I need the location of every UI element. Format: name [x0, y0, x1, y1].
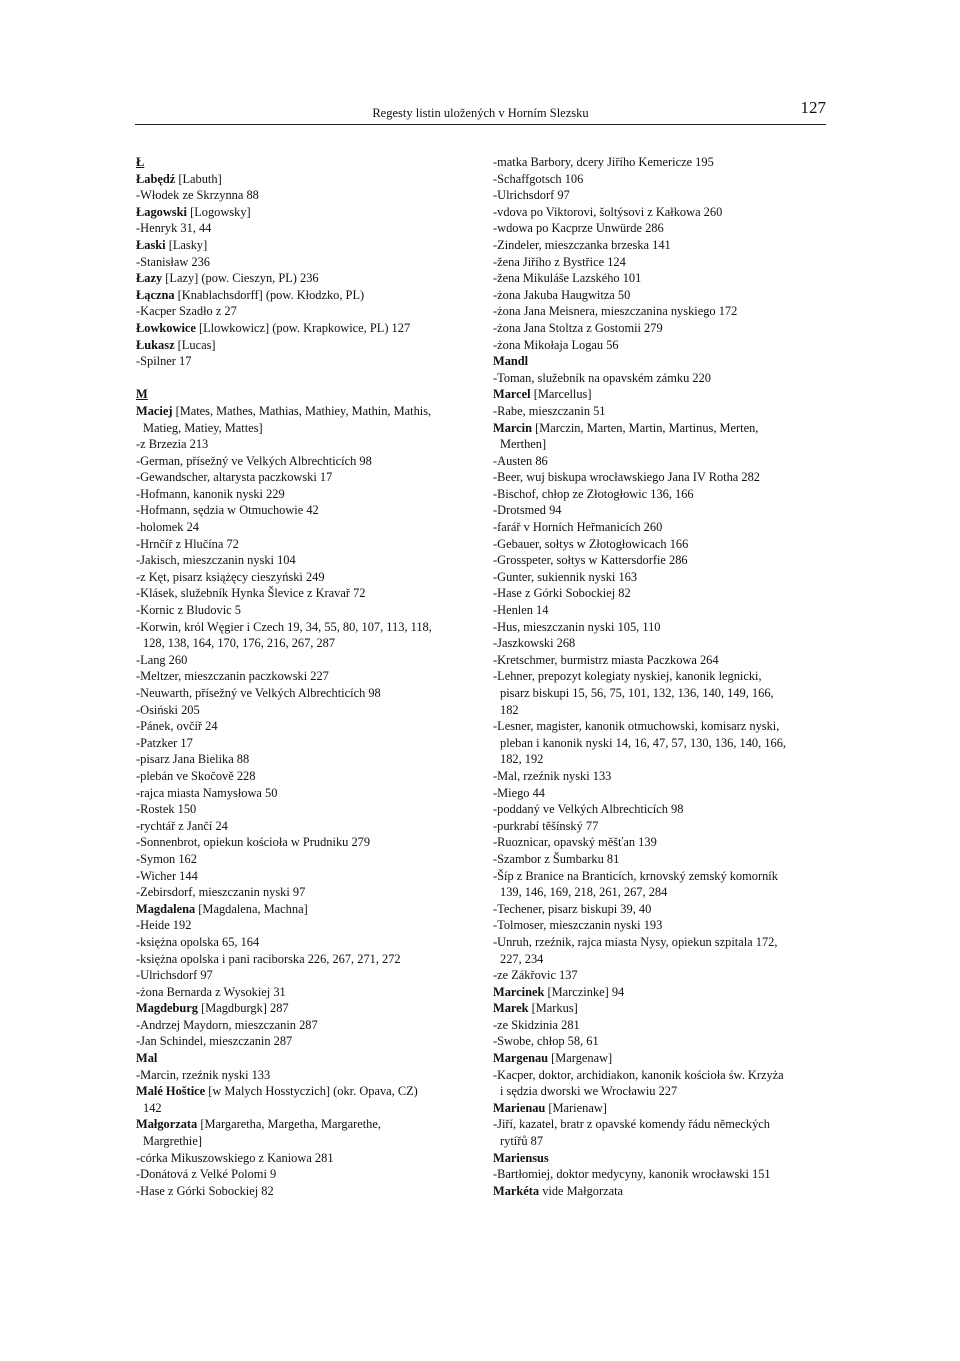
index-subentry: -Šíp z Branice na Branticích, krnovský zemský komorník: [493, 868, 778, 883]
headword-detail: [Magdalena, Machna]: [195, 901, 308, 916]
headword: Łazy: [136, 271, 163, 286]
index-subentry: -Neuwarth, přísežný ve Velkých Albrechticích 98: [136, 686, 381, 700]
index-headword-entry: [136, 270, 476, 287]
headword: Mandl: [493, 354, 529, 369]
headword: Margenau: [493, 1051, 549, 1066]
headword-detail: [Magdburgk] 287: [197, 1001, 289, 1016]
index-subentry: -Andrzej Maydorn, mieszczanin 287: [136, 1017, 318, 1032]
index-subentry: -Lesner, magister, kanonik otmuchowski, komisarz nyski,: [493, 719, 780, 734]
index-headword-entry: [136, 1050, 476, 1067]
index-subentry: -Hus, mieszczanin nyski 105, 110: [493, 619, 661, 634]
index-subentry: -Gunter, sukiennik nyski 163: [493, 569, 638, 584]
index-subentry: -Swobe, chłop 58, 61: [493, 1034, 599, 1049]
index-subentry: -Henryk 31, 44: [136, 221, 212, 236]
index-subentry: -purkrabí těšínský 77: [493, 818, 599, 833]
index-subentry: -pisarz Jana Bielika 88: [136, 752, 250, 767]
index-subentry: -Meltzer, mieszczanin paczkowski 227: [136, 669, 329, 684]
index-subentry: -Mal, rzeźnik nyski 133: [493, 768, 612, 783]
headword: Magdalena: [136, 901, 196, 916]
section-letter-text: Ł: [136, 155, 145, 169]
index-column-left: [136, 154, 476, 1199]
index-subentry: -German, přísežný ve Velkých Albrechticích 98: [136, 453, 372, 468]
index-subentry: -ze Skidzinia 281: [493, 1017, 580, 1032]
index-continuation-line: Merthen]: [500, 437, 547, 452]
index-subentry: -Korwin, król Węgier i Czech 19, 34, 55, 80, 107, 113, 118,: [136, 619, 432, 634]
headword: Łaski: [136, 237, 166, 252]
index-subentry: -Hase z Górki Sobockiej 82: [493, 586, 631, 601]
index-headword-entry: [136, 403, 476, 420]
index-continuation-line: Margrethie]: [143, 1134, 202, 1149]
index-subentry: -Hase z Górki Sobockiej 82: [136, 1183, 274, 1198]
index-headword-entry: [493, 1100, 828, 1117]
index-headword-entry: [136, 1000, 476, 1017]
headword-detail: [Lazy] (pow. Cieszyn, PL) 236: [162, 271, 319, 286]
index-subentry: -žena Jiřího z Bystřice 124: [493, 254, 626, 269]
index-subentry: -poddaný ve Velkých Albrechticích 98: [493, 802, 684, 817]
index-continuation-line: pisarz biskupi 15, 56, 75, 101, 132, 136, 140, 149, 166,: [500, 686, 774, 700]
index-continuation-line: 139, 146, 169, 218, 261, 267, 284: [500, 885, 668, 900]
index-continuation-line: pleban i kanonik nyski 14, 16, 47, 57, 130, 136, 140, 166,: [500, 735, 787, 750]
index-subentry: -żona Jana Meisnera, mieszczanina nyskiego 172: [493, 304, 738, 319]
index-headword-entry: [136, 171, 476, 188]
index-headword-entry: [493, 386, 828, 403]
index-subentry: -Techener, pisarz biskupi 39, 40: [493, 901, 652, 916]
index-headword-entry: [136, 320, 476, 337]
index-subentry: -Spilner 17: [136, 354, 192, 369]
headword-detail: [Marienaw]: [545, 1100, 607, 1115]
index-subentry: -Donátová z Velké Polomi 9: [136, 1167, 277, 1182]
index-headword-entry: [493, 1150, 828, 1167]
headword-detail: [Margenaw]: [548, 1051, 613, 1066]
index-subentry: -księżna opolska 65, 164: [136, 934, 260, 949]
index-subentry: -Jiří, kazatel, bratr z opavské komendy řádu německých: [493, 1117, 770, 1132]
headword-detail: [Knablachsdorff] (pow. Kłodzko, PL): [174, 287, 365, 302]
section-letter-text: M: [136, 387, 148, 402]
index-subentry: -Zindeler, mieszczanka brzeska 141: [493, 237, 671, 252]
index-subentry: -Miego 44: [493, 785, 545, 800]
index-subentry: -Szambor z Šumbarku 81: [493, 851, 620, 866]
index-subentry: -Bartłomiej, doktor medycyny, kanonik wrocławski 151: [493, 1167, 771, 1182]
headword: Markéta: [493, 1183, 540, 1198]
headword: Marcinek: [493, 984, 545, 999]
index-subentry: -vdova po Viktorovi, šoltýsovi z Kałkowa 260: [493, 204, 723, 219]
index-subentry: -Zebirsdorf, mieszczanin nyski 97: [136, 885, 306, 900]
index-headword-entry: [493, 984, 828, 1001]
index-subentry: -Kretschmer, burmistrz miasta Paczkowa 264: [493, 652, 719, 667]
index-subentry: -z Brzezia 213: [136, 437, 209, 452]
headword: Łączna: [136, 287, 175, 302]
headword: Łowkowice: [136, 320, 196, 335]
index-headword-entry: [493, 420, 828, 437]
index-headword-entry: [136, 287, 476, 304]
section-letter: [136, 154, 476, 171]
headword: Marek: [493, 1001, 529, 1016]
index-headword-entry: [493, 353, 828, 370]
headword: Malé Hoštice: [136, 1084, 206, 1099]
index-subentry: -Bischof, chłop ze Złotogłowic 136, 166: [493, 486, 694, 501]
index-continuation-line: rytířů 87: [500, 1134, 544, 1149]
headword-detail: [Labuth]: [175, 171, 222, 186]
running-title: Regesty listin uložených v Horním Slezsku: [372, 106, 589, 120]
headword: Marcel: [493, 387, 531, 402]
index-subentry: -żona Jakuba Haugwitza 50: [493, 287, 631, 302]
headword: Mal: [136, 1051, 158, 1066]
index-headword-entry: [136, 901, 476, 918]
index-subentry: -księżna opolska i pani raciborska 226, 267, 271, 272: [136, 951, 401, 966]
index-subentry: -Stanisław 236: [136, 254, 210, 269]
index-subentry: -Hofmann, kanonik nyski 229: [136, 486, 285, 501]
index-continuation-line: i sędzia dworski we Wrocławiu 227: [500, 1084, 678, 1099]
headword-detail: [Markus]: [528, 1001, 578, 1016]
index-subentry: -Lang 260: [136, 652, 188, 667]
index-subentry: -Kacper, doktor, archidiakon, kanonik kościoła św. Krzyża: [493, 1067, 784, 1082]
page-number: 127: [800, 98, 826, 117]
headword: Mariensus: [493, 1150, 549, 1165]
page-header: [135, 96, 826, 125]
index-subentry: -Kacper Szadło z 27: [136, 304, 237, 319]
index-subentry: -Wicher 144: [136, 868, 198, 883]
index-subentry: -Unruh, rzeźnik, rajca miasta Nysy, opiekun szpitala 172,: [493, 934, 778, 949]
index-headword-entry: [136, 1116, 476, 1133]
headword: Marienau: [493, 1100, 546, 1115]
index-subentry: -Jaszkowski 268: [493, 636, 576, 651]
index-subentry: -Ulrichsdorf 97: [493, 188, 570, 203]
index-subentry: -Rabe, mieszczanin 51: [493, 403, 606, 418]
index-subentry: -Grosspeter, sołtys w Kattersdorfie 286: [493, 553, 688, 568]
index-headword-entry: [493, 1050, 828, 1067]
headword: Magdeburg: [136, 1001, 198, 1016]
index-subentry: -žena Mikuláše Lazského 101: [493, 271, 642, 286]
index-subentry: -Symon 162: [136, 851, 197, 866]
index-continuation-line: 142: [143, 1100, 162, 1115]
index-headword-entry: [136, 337, 476, 354]
index-continuation-line: 182: [500, 702, 519, 717]
headword-detail: [Logowsky]: [186, 204, 251, 219]
index-subentry: -Drotsmed 94: [493, 503, 562, 518]
index-subentry: -żona Mikołaja Logau 56: [493, 337, 619, 352]
headword-detail: [Marczinke] 94: [544, 984, 625, 999]
index-subentry: -Kornic z Bludovic 5: [136, 603, 241, 618]
index-subentry: -matka Barbory, dcery Jiřího Kemericze 195: [493, 155, 714, 169]
headword-detail: [w Malych Hosstyczich] (okr. Opava, CZ): [205, 1084, 418, 1099]
index-continuation-line: 182, 192: [500, 752, 544, 767]
index-subentry: -Włodek ze Skrzynna 88: [136, 188, 259, 203]
index-subentry: -z Kęt, pisarz książęcy cieszyński 249: [136, 569, 325, 584]
index-subentry: -Pánek, ovčíř 24: [136, 719, 218, 734]
index-continuation-line: 128, 138, 164, 170, 176, 216, 267, 287: [143, 636, 336, 651]
index-subentry: -Marcin, rzeźnik nyski 133: [136, 1067, 271, 1082]
index-subentry: -holomek 24: [136, 520, 199, 535]
headword-detail: [Lasky]: [165, 237, 208, 252]
index-subentry: -wdowa po Kacprze Unwürde 286: [493, 221, 664, 236]
index-subentry: -plebán ve Skočově 228: [136, 768, 256, 783]
index-subentry: -Henlen 14: [493, 603, 549, 618]
headword: Maciej: [136, 403, 173, 418]
index-column-right: [493, 154, 828, 1199]
index-subentry: -Beer, wuj biskupa wrocławskiego Jana IV Rotha 282: [493, 470, 760, 485]
index-subentry: -rajca miasta Namysłowa 50: [136, 785, 278, 800]
headword: Łukasz: [136, 337, 175, 352]
headword-detail: [Marczin, Marten, Martin, Martinus, Merten,: [532, 420, 759, 435]
index-subentry: -Heide 192: [136, 918, 192, 933]
section-gap: [136, 370, 476, 387]
index-subentry: -Rostek 150: [136, 802, 197, 817]
headword-detail: [Margaretha, Margetha, Margarethe,: [197, 1117, 381, 1132]
index-subentry: -żona Jana Stoltza z Gostomii 279: [493, 320, 663, 335]
index-headword-entry: [136, 204, 476, 221]
index-subentry: -Ulrichsdorf 97: [136, 968, 213, 983]
index-subentry: -Lehner, prepozyt kolegiaty nyskiej, kanonik legnicki,: [493, 669, 762, 684]
headword: Małgorzata: [136, 1117, 198, 1132]
index-headword-entry: [493, 1183, 828, 1200]
headword: Łagowski: [136, 204, 187, 219]
index-headword-entry: [136, 1083, 476, 1100]
index-subentry: -rychtář z Jančí 24: [136, 818, 228, 833]
index-subentry: -Klásek, služebník Hynka Šlevice z Kravař 72: [136, 586, 366, 601]
headword-detail: [Lucas]: [174, 337, 216, 352]
index-subentry: -Jan Schindel, mieszczanin 287: [136, 1034, 293, 1049]
section-letter: [136, 386, 476, 403]
index-subentry: -Sonnenbrot, opiekun kościoła w Prudniku 279: [136, 835, 371, 850]
index-subentry: -Osiński 205: [136, 702, 200, 717]
headword-detail: [Mates, Mathes, Mathias, Mathiey, Mathin, Mathis,: [172, 403, 432, 418]
index-subentry: -żona Bernarda z Wysokiej 31: [136, 984, 286, 999]
index-subentry: -farář v Horních Heřmanicích 260: [493, 520, 663, 535]
index-subentry: -Austen 86: [493, 453, 548, 468]
headword-detail: [Marcellus]: [530, 387, 592, 402]
index-subentry: -Hrnčíř z Hlučína 72: [136, 536, 239, 551]
headword-detail: vide Małgorzata: [539, 1183, 624, 1198]
headword-detail: [Llowkowicz] (pow. Krapkowice, PL) 127: [195, 320, 411, 335]
index-subentry: -Patzker 17: [136, 735, 193, 750]
index-subentry: -Jakisch, mieszczanin nyski 104: [136, 553, 296, 568]
index-continuation-line: 227, 234: [500, 951, 544, 966]
index-subentry: -Gewandscher, altarysta paczkowski 17: [136, 470, 333, 485]
index-subentry: -córka Mikuszowskiego z Kaniowa 281: [136, 1150, 334, 1165]
headword: Marcin: [493, 420, 532, 435]
index-subentry: -Ruoznicar, opavský měšťan 139: [493, 835, 657, 850]
index-subentry: -Tolmoser, mieszczanin nyski 193: [493, 918, 663, 933]
index-subentry: -Gebauer, sołtys w Złotogłowicach 166: [493, 536, 689, 551]
index-subentry: -Hofmann, sędzia w Otmuchowie 42: [136, 503, 319, 518]
headword: Łabędź: [136, 171, 176, 186]
index-continuation-line: Matieg, Matiey, Mattes]: [143, 420, 263, 435]
index-headword-entry: [493, 1000, 828, 1017]
index-subentry: -ze Zákřovic 137: [493, 968, 578, 983]
index-subentry: -Toman, služebník na opavském zámku 220: [493, 370, 711, 385]
index-headword-entry: [136, 237, 476, 254]
index-subentry: -Schaffgotsch 106: [493, 171, 584, 186]
